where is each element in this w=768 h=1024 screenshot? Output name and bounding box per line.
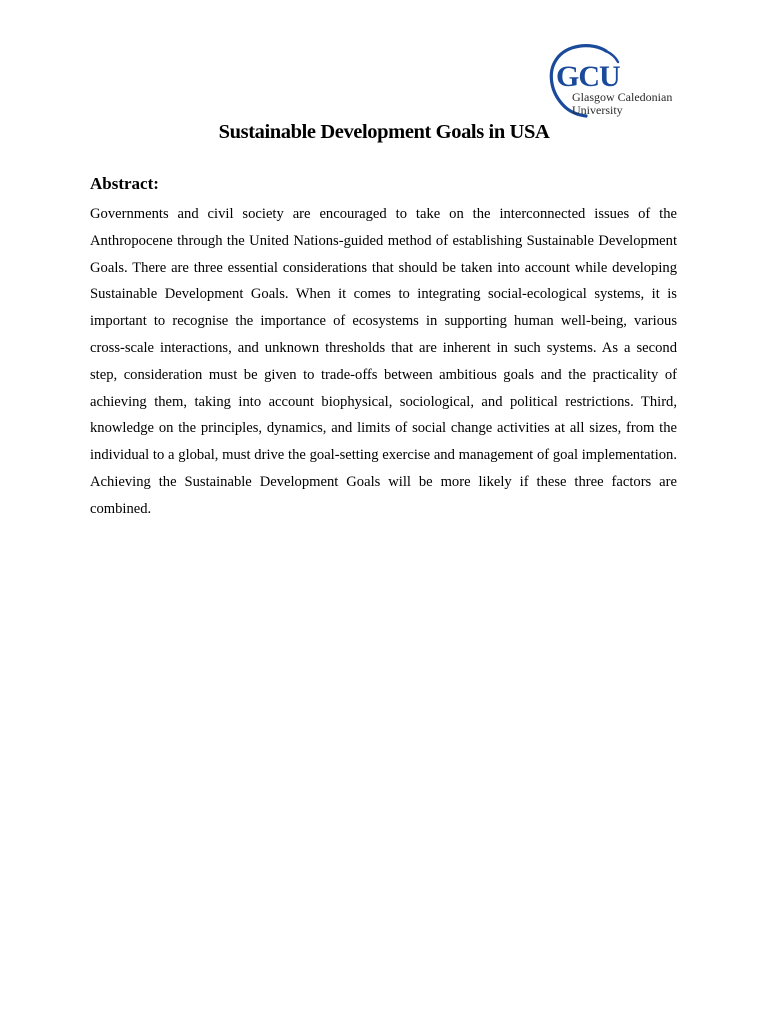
logo-wordmark: GCU <box>556 60 620 93</box>
page-title: Sustainable Development Goals in USA <box>218 121 550 143</box>
abstract-heading: Abstract: <box>90 174 159 193</box>
university-logo <box>548 44 680 120</box>
abstract-paragraph: Governments and civil society are encouraged to take on the interconnected issues of the Anthropocene through the United Nations-guided method of establishing Sustainable Development Goals. There are three essential considerations that should be taken into account while developing Sustainable Development Goals. When it comes to integrating social-ecological systems, it is important to recognise the importance of ecosystems in supporting human well-being, various cross-scale interactions, and unknown thresholds that are inherent in such systems. As a second step, consideration must be given to trade-offs between ambitious goals and the practicality of achieving them, taking into account biophysical, sociological, and political restrictions. Third, knowledge on the principles, dynamics, and limits of social change activities at all sizes, from the individual to a global, must drive the goal-setting exercise and management of goal implementation. Achieving the Sustainable Development Goals will be more likely if these three factors are combined. <box>90 206 677 517</box>
logo-university-name: Glasgow Caledonian <box>572 90 673 104</box>
logo-university-label: University <box>572 103 623 117</box>
